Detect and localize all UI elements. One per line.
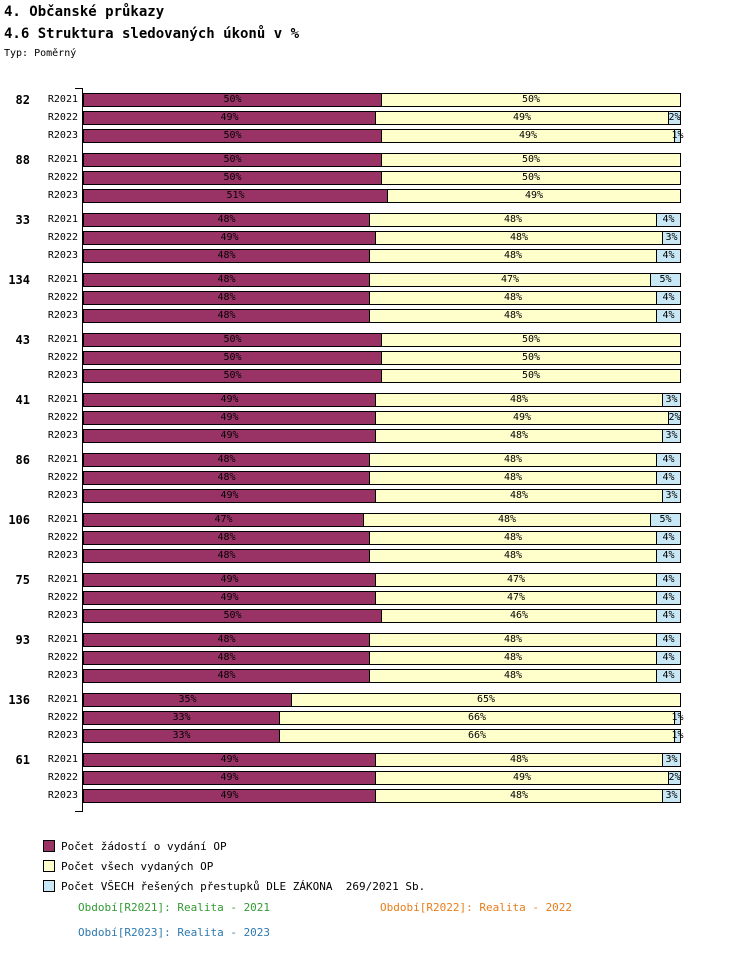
bar-value-label: 49%: [512, 772, 532, 783]
row-label-41-R2021: R2021: [47, 394, 78, 405]
bar-41-R2021: [83, 393, 681, 407]
bar-value-label: 48%: [503, 310, 523, 321]
row-label-86-R2022: R2022: [47, 472, 78, 483]
bar-value-label: 48%: [497, 514, 517, 525]
bar-value-label: 49%: [220, 772, 239, 783]
bar-value-label: 50%: [521, 370, 541, 381]
bar-43-R2023: [83, 369, 681, 383]
legend-label: Počet VŠECH řešených přestupků DLE ZÁKONA 269/2021 Sb.: [61, 879, 426, 893]
row-label-61-R2021: R2021: [47, 754, 78, 765]
bar-value-label: 49%: [220, 574, 239, 585]
bar-value-label: 3%: [665, 754, 678, 765]
bar-value-label: 2%: [668, 412, 681, 423]
bar-value-label: 48%: [217, 634, 236, 645]
bar-value-label: 48%: [503, 250, 523, 261]
bar-value-label: 4%: [662, 592, 675, 603]
legend-swatch-icon: [43, 840, 55, 852]
bar-value-label: 47%: [506, 574, 526, 585]
bar-value-label: 4%: [662, 574, 675, 585]
bar-value-label: 4%: [662, 292, 675, 303]
bar-value-label: 49%: [220, 232, 239, 243]
bar-value-label: 50%: [223, 172, 242, 183]
bar-136-R2022: [83, 711, 684, 725]
bar-value-label: 50%: [223, 130, 242, 141]
bar-value-label: 48%: [509, 232, 529, 243]
bar-value-label: 49%: [220, 412, 239, 423]
legend-swatch-icon: [43, 880, 55, 892]
bar-33-R2021: [83, 213, 681, 227]
axis-tick-bottom: [75, 811, 82, 812]
bar-value-label: 50%: [223, 154, 242, 165]
bar-value-label: 49%: [512, 412, 532, 423]
row-label-61-R2022: R2022: [47, 772, 78, 783]
bar-value-label: 48%: [509, 430, 529, 441]
legend-label: Počet všech vydaných OP: [61, 859, 214, 873]
bar-value-label: 48%: [503, 670, 523, 681]
bar-value-label: 33%: [172, 730, 191, 741]
bar-value-label: 49%: [220, 490, 239, 501]
bar-value-label: 1%: [671, 130, 684, 141]
bar-value-label: 48%: [217, 652, 236, 663]
row-label-33-R2022: R2022: [47, 232, 78, 243]
bar-82-R2023: [83, 129, 684, 143]
bar-value-label: 4%: [662, 454, 675, 465]
bar-value-label: 48%: [217, 310, 236, 321]
group-label-43: 43: [15, 333, 30, 347]
row-label-61-R2023: R2023: [47, 790, 78, 801]
bar-75-R2022: [83, 591, 681, 605]
bar-value-label: 49%: [220, 592, 239, 603]
row-label-82-R2023: R2023: [47, 130, 78, 141]
legend-label: Počet žádostí o vydání OP: [61, 839, 227, 853]
chart-subtitle: 4.6 Struktura sledovaných úkonů v %: [4, 26, 300, 42]
row-label-136-R2021: R2021: [47, 694, 78, 705]
bar-93-R2023: [83, 669, 681, 683]
row-label-82-R2022: R2022: [47, 112, 78, 123]
bar-134-R2021: [83, 273, 681, 287]
bar-61-R2023: [83, 789, 681, 803]
group-label-86: 86: [15, 453, 30, 467]
row-label-106-R2023: R2023: [47, 550, 78, 561]
bar-value-label: 48%: [503, 292, 523, 303]
bar-value-label: 3%: [665, 232, 678, 243]
bar-value-label: 4%: [662, 532, 675, 543]
bar-41-R2022: [83, 411, 681, 425]
bar-value-label: 5%: [659, 514, 672, 525]
bar-61-R2021: [83, 753, 681, 767]
row-label-136-R2023: R2023: [47, 730, 78, 741]
bar-value-label: 50%: [521, 352, 541, 363]
row-label-75-R2021: R2021: [47, 574, 78, 585]
bar-value-label: 50%: [223, 334, 242, 345]
bar-value-label: 48%: [503, 454, 523, 465]
bar-88-R2023: [83, 189, 681, 203]
bar-value-label: 47%: [500, 274, 520, 285]
group-label-106: 106: [8, 513, 30, 527]
bar-75-R2023: [83, 609, 681, 623]
bar-value-label: 50%: [521, 172, 541, 183]
bar-33-R2023: [83, 249, 681, 263]
bar-value-label: 50%: [521, 94, 541, 105]
bar-value-label: 4%: [662, 310, 675, 321]
bar-86-R2022: [83, 471, 681, 485]
group-label-75: 75: [15, 573, 30, 587]
row-label-136-R2022: R2022: [47, 712, 78, 723]
bar-43-R2021: [83, 333, 681, 347]
bar-value-label: 49%: [518, 130, 538, 141]
legend-item-1: [43, 856, 425, 876]
row-label-106-R2021: R2021: [47, 514, 78, 525]
bar-value-label: 48%: [503, 652, 523, 663]
bar-value-label: 49%: [220, 112, 239, 123]
bar-value-label: 4%: [662, 214, 675, 225]
row-label-33-R2023: R2023: [47, 250, 78, 261]
row-label-106-R2022: R2022: [47, 532, 78, 543]
bar-value-label: 49%: [220, 394, 239, 405]
bar-134-R2022: [83, 291, 681, 305]
row-label-88-R2021: R2021: [47, 154, 78, 165]
row-label-88-R2022: R2022: [47, 172, 78, 183]
chart-type-label: Typ: Poměrný: [4, 48, 77, 59]
group-label-82: 82: [15, 93, 30, 107]
bar-value-label: 35%: [178, 694, 197, 705]
bar-value-label: 48%: [217, 550, 236, 561]
bar-value-label: 2%: [668, 772, 681, 783]
bar-value-label: 3%: [665, 394, 678, 405]
bar-136-R2023: [83, 729, 684, 743]
bar-value-label: 1%: [671, 730, 684, 741]
bar-value-label: 5%: [659, 274, 672, 285]
bar-value-label: 50%: [521, 334, 541, 345]
bar-value-label: 66%: [467, 712, 487, 723]
row-label-134-R2021: R2021: [47, 274, 78, 285]
bar-value-label: 48%: [509, 754, 529, 765]
bar-134-R2023: [83, 309, 681, 323]
footnote-1: Období[R2022]: Realita - 2022: [380, 901, 573, 914]
row-label-43-R2021: R2021: [47, 334, 78, 345]
bar-88-R2021: [83, 153, 681, 167]
group-label-88: 88: [15, 153, 30, 167]
bar-value-label: 3%: [665, 790, 678, 801]
bar-value-label: 49%: [524, 190, 544, 201]
bar-value-label: 48%: [217, 214, 236, 225]
bar-value-label: 48%: [509, 790, 529, 801]
page-title: 4. Občanské průkazy: [4, 4, 165, 20]
bar-value-label: 47%: [506, 592, 526, 603]
row-label-41-R2022: R2022: [47, 412, 78, 423]
row-label-86-R2023: R2023: [47, 490, 78, 501]
row-label-41-R2023: R2023: [47, 430, 78, 441]
bar-88-R2022: [83, 171, 681, 185]
bar-value-label: 48%: [217, 454, 236, 465]
group-label-93: 93: [15, 633, 30, 647]
bar-41-R2023: [83, 429, 681, 443]
bar-106-R2021: [83, 513, 681, 527]
row-label-93-R2022: R2022: [47, 652, 78, 663]
footnote-0: Období[R2021]: Realita - 2021: [78, 901, 271, 914]
row-label-93-R2023: R2023: [47, 670, 78, 681]
bar-value-label: 4%: [662, 610, 675, 621]
bar-136-R2021: [83, 693, 681, 707]
row-label-86-R2021: R2021: [47, 454, 78, 465]
bar-value-label: 66%: [467, 730, 487, 741]
row-label-43-R2023: R2023: [47, 370, 78, 381]
bar-33-R2022: [83, 231, 681, 245]
group-label-41: 41: [15, 393, 30, 407]
group-label-61: 61: [15, 753, 30, 767]
bar-75-R2021: [83, 573, 681, 587]
bar-value-label: 49%: [220, 430, 239, 441]
bar-value-label: 48%: [217, 472, 236, 483]
bar-value-label: 3%: [665, 430, 678, 441]
bar-106-R2022: [83, 531, 681, 545]
legend: [43, 836, 425, 896]
bar-value-label: 50%: [223, 352, 242, 363]
bar-value-label: 65%: [476, 694, 496, 705]
bar-value-label: 49%: [512, 112, 532, 123]
bar-value-label: 48%: [217, 250, 236, 261]
bar-value-label: 50%: [223, 370, 242, 381]
bar-value-label: 48%: [503, 532, 523, 543]
bar-value-label: 48%: [509, 394, 529, 405]
bar-value-label: 2%: [668, 112, 681, 123]
group-label-134: 134: [8, 273, 30, 287]
bar-106-R2023: [83, 549, 681, 563]
bar-93-R2022: [83, 651, 681, 665]
row-label-82-R2021: R2021: [47, 94, 78, 105]
bar-value-label: 49%: [220, 754, 239, 765]
bar-value-label: 33%: [172, 712, 191, 723]
bar-value-label: 50%: [223, 94, 242, 105]
row-label-75-R2022: R2022: [47, 592, 78, 603]
bar-86-R2023: [83, 489, 681, 503]
legend-item-2: [43, 876, 425, 896]
bar-value-label: 47%: [214, 514, 233, 525]
bar-61-R2022: [83, 771, 681, 785]
bar-value-label: 51%: [226, 190, 245, 201]
legend-swatch-icon: [43, 860, 55, 872]
bar-value-label: 49%: [220, 790, 239, 801]
legend-item-0: [43, 836, 425, 856]
bar-value-label: 4%: [662, 634, 675, 645]
bar-value-label: 48%: [217, 292, 236, 303]
group-label-33: 33: [15, 213, 30, 227]
bar-value-label: 4%: [662, 670, 675, 681]
axis-tick-top: [75, 88, 82, 89]
bar-value-label: 4%: [662, 550, 675, 561]
bar-value-label: 48%: [503, 214, 523, 225]
bar-value-label: 48%: [503, 634, 523, 645]
bar-93-R2021: [83, 633, 681, 647]
bar-value-label: 1%: [671, 712, 684, 723]
bar-value-label: 48%: [509, 490, 529, 501]
bar-value-label: 4%: [662, 472, 675, 483]
row-label-33-R2021: R2021: [47, 214, 78, 225]
bar-43-R2022: [83, 351, 681, 365]
bar-value-label: 48%: [503, 472, 523, 483]
bar-value-label: 48%: [503, 550, 523, 561]
row-label-93-R2021: R2021: [47, 634, 78, 645]
bar-value-label: 4%: [662, 652, 675, 663]
bar-value-label: 48%: [217, 532, 236, 543]
row-label-134-R2022: R2022: [47, 292, 78, 303]
bar-value-label: 48%: [217, 670, 236, 681]
row-label-134-R2023: R2023: [47, 310, 78, 321]
row-label-43-R2022: R2022: [47, 352, 78, 363]
bar-value-label: 46%: [509, 610, 529, 621]
bar-value-label: 50%: [223, 610, 242, 621]
group-label-136: 136: [8, 693, 30, 707]
bar-86-R2021: [83, 453, 681, 467]
bar-value-label: 4%: [662, 250, 675, 261]
bar-value-label: 3%: [665, 490, 678, 501]
bar-82-R2021: [83, 93, 681, 107]
bar-value-label: 48%: [217, 274, 236, 285]
row-label-75-R2023: R2023: [47, 610, 78, 621]
footnote-2: Období[R2023]: Realita - 2023: [78, 926, 271, 939]
row-label-88-R2023: R2023: [47, 190, 78, 201]
bar-value-label: 50%: [521, 154, 541, 165]
bar-82-R2022: [83, 111, 681, 125]
